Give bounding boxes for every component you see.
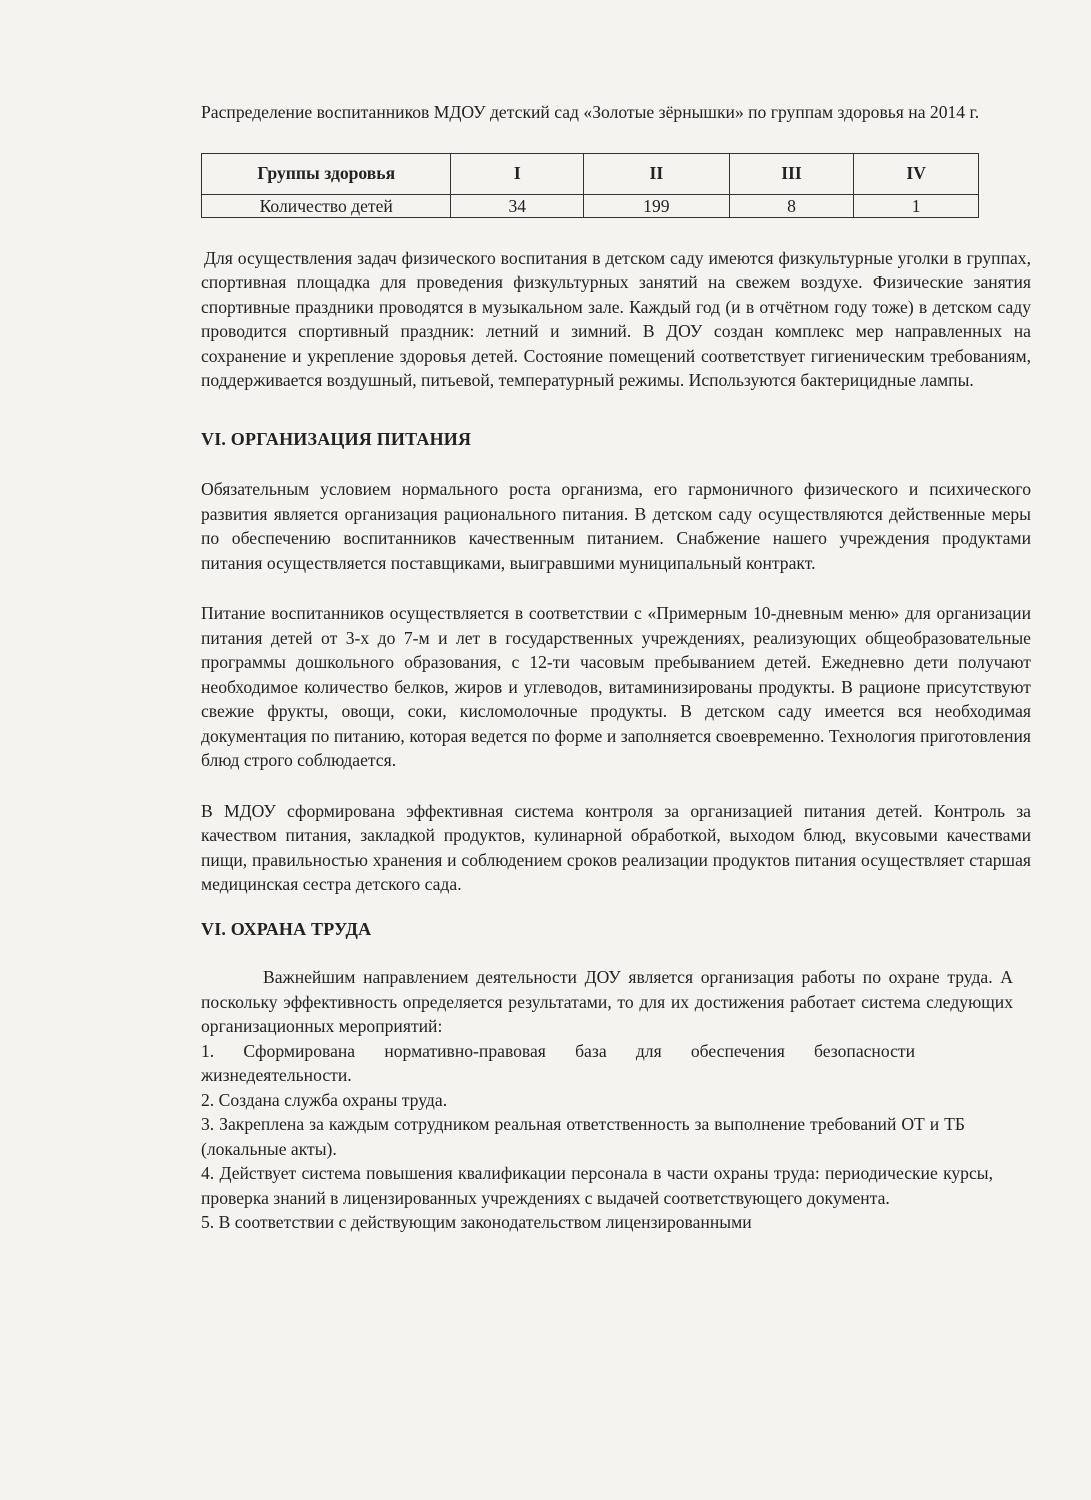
list-item: 3. Закреплена за каждым сотрудником реальная ответственность за выполнение требований ОТ и ТБ (локальные акты). (201, 1114, 965, 1159)
food-paragraph: Обязательным условием нормального роста организма, его гармоничного физического и психического развития является организация рационального питания. В детском саду осуществляются действенные меры по обеспечению воспитанников качественным питанием. Снабжение нашего учреждения продуктами питания осуществляется поставщиками, выигравшими муниципальный контракт. (201, 479, 1031, 573)
table-header-cell: IV (854, 153, 979, 194)
list-item: 2. Создана служба охраны труда. (201, 1089, 448, 1110)
labor-lead-paragraph: Важнейшим направлением деятельности ДОУ является организация работы по охране труда. А поскольку эффективность определяется результатами, то для их достижения работает система следующих организационных мероприятий: (201, 967, 1013, 1036)
food-paragraph: Питание воспитанников осуществляется в соответствии с «Примерным 10-дневным меню» для организации питания детей от 3-х до 7-м и лет в государственных учреждениях, реализующих общеобразовательные программы дошкольного образования, с 12-ти часовым пребыванием детей. Ежедневно дети получают необходимое количество белков, жиров и углеводов, витаминизированы продукты. В рационе присутствуют свежие фрукты, овощи, соки, кисломолочные продукты. В детском саду имеется вся необходимая документация по питанию, которая ведется по форме и заполняется своевременно. Технология приготовления блюд строго соблюдается. (201, 603, 1031, 770)
food-paragraph: В МДОУ сформирована эффективная система контроля за организацией питания детей. Контроль за качеством питания, закладкой продуктов, кулинарной обработкой, выходом блюд, вкусовыми качествами пищи, правильностью хранения и соблюдением сроков реализации продуктов питания осуществляет старшая медицинская сестра детского сада. (201, 800, 1031, 894)
table-header-cell: II (584, 153, 730, 194)
list-item: 5. В соответствии с действующим законодательством лицензированными (201, 1212, 752, 1232)
physical-education-paragraph: Для осуществления задач физического воспитания в детском саду имеются физкультурные уголки в группах, спортивная площадка для проведения физкультурных занятий на свежем воздухе. Физические занятия спортивные праздники проводятся в музыкальном зале. Каждый год (и в отчётном году тоже) в детском саду проводится спортивный праздник: летний и зимний. В ДОУ создан комплекс мер направленных на сохранение и укрепление здоровья детей. Состояние помещений соответствует гигиеническим требованиям, поддерживается воздушный, питьевой, температурный режимы. Используются бактерицидные лампы. (201, 247, 1031, 390)
table-cell: 34 (451, 194, 584, 217)
table-cell: 1 (854, 194, 979, 217)
table-header-cell: Группы здоровья (202, 153, 451, 194)
section-title-food: VI. ОРГАНИЗАЦИЯ ПИТАНИЯ (201, 428, 472, 449)
list-item: 1. Сформирована нормативно-правовая база для обеспечения безопасности жизнедеятельности. (201, 1040, 915, 1085)
table-header-cell: III (729, 153, 854, 194)
document-content (201, 100, 1031, 1235)
scan-artifact (1019, 18, 1079, 32)
intro-paragraph: Распределение воспитанников МДОУ детский сад «Золотые зёрнышки» по группам здоровья на 2014 г. (201, 102, 980, 122)
health-groups-table (201, 153, 979, 218)
section-title-labor: VI. ОХРАНА ТРУДА (201, 918, 372, 939)
list-item: 4. Действует система повышения квалификации персонала в части охраны труда: периодические курсы, проверка знаний в лицензированных учреждениях с выдачей соответствующего документа. (201, 1163, 993, 1208)
table-header-cell: I (451, 153, 584, 194)
table-row (202, 194, 979, 217)
table-header-row (202, 153, 979, 194)
labor-section-body (201, 965, 1023, 1235)
table-cell: 8 (729, 194, 854, 217)
table-cell: 199 (584, 194, 730, 217)
table-cell: Количество детей (202, 194, 451, 217)
